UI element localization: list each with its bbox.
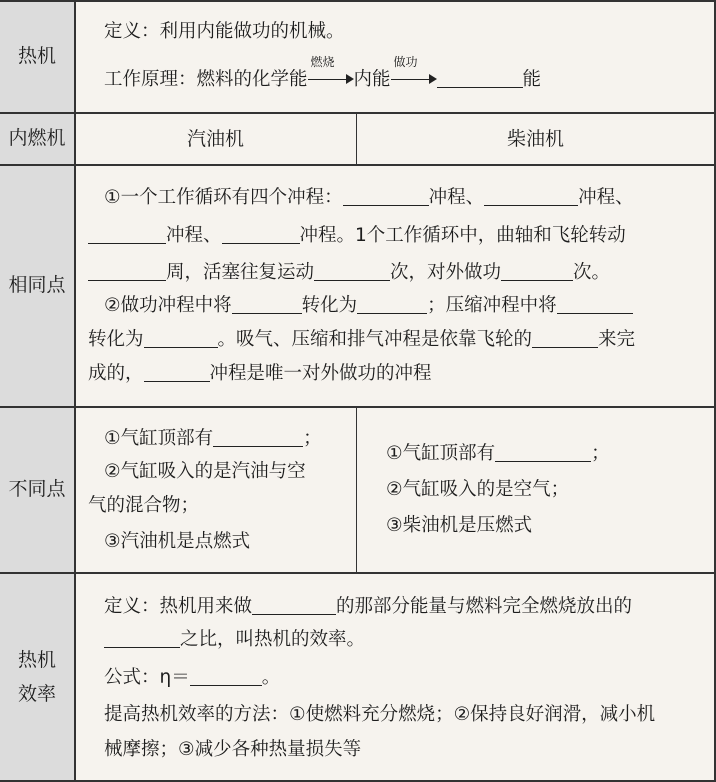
border [0, 572, 716, 574]
text: 冲程、 [578, 187, 634, 208]
text: 次。 [573, 262, 611, 283]
arrow-icon [308, 55, 354, 87]
answer-blank[interactable] [495, 443, 591, 462]
text: 之比，叫热机的效率。 [180, 629, 366, 650]
text: 冲程是唯一对外做功的冲程 [209, 363, 432, 384]
answer-blank[interactable] [532, 329, 598, 348]
similar-line-1 [104, 184, 634, 212]
similar-line-3 [88, 259, 610, 287]
efficiency-line-1 [104, 593, 632, 621]
text: ； [591, 443, 610, 464]
text: 冲程、 [166, 225, 222, 246]
border [74, 0, 76, 782]
text: 冲程、 [428, 187, 485, 208]
heat-engine-principle [104, 55, 542, 94]
text: 定义：热机用来做 [104, 596, 253, 617]
text: ①一个工作循环有四个冲程： [104, 187, 343, 208]
efficiency-line-4 [104, 701, 655, 729]
answer-blank[interactable] [501, 262, 573, 281]
answer-blank[interactable] [222, 225, 300, 244]
text: ③柴油机是压燃式 [386, 515, 533, 536]
border [0, 0, 716, 2]
row-label-heat-engine [0, 0, 74, 112]
text: 冲程。1个工作循环中，曲轴和飞轮转动 [299, 225, 626, 246]
answer-blank[interactable] [104, 629, 180, 648]
text: 气的混合物； [88, 495, 200, 516]
answer-blank[interactable] [232, 295, 302, 314]
text: 次，对外做功 [390, 262, 502, 283]
efficiency-formula [104, 664, 280, 692]
similar-line-6 [88, 360, 432, 388]
answer-blank[interactable] [252, 596, 336, 615]
text: 能 [522, 69, 542, 90]
border [0, 112, 716, 114]
text: ③汽油机是点燃式 [104, 531, 251, 552]
answer-blank[interactable] [213, 428, 303, 447]
answer-blank[interactable] [88, 262, 166, 281]
text: ②气缸吸入的是空气； [386, 479, 570, 500]
text: ； [303, 428, 322, 449]
text: 成的， [88, 363, 144, 384]
answer-blank[interactable] [144, 363, 210, 382]
label-text: 内燃机 [8, 127, 66, 149]
similar-line-5 [88, 326, 635, 354]
row-label-efficiency [0, 572, 74, 782]
border [0, 406, 716, 408]
text: 转化为 [88, 329, 144, 350]
border [0, 164, 716, 166]
label-text: 效率 [17, 683, 56, 705]
row-label-internal-combustion [0, 112, 74, 164]
text: 汽油机 [186, 128, 244, 150]
text: 定义：利用内能做功的机械。 [104, 21, 345, 42]
heat-engine-definition [104, 18, 345, 46]
label-text: 不同点 [8, 478, 66, 500]
text: 提高热机效率的方法：①使燃料充分燃烧；②保持良好润滑，减小机 [104, 704, 656, 725]
text: ①气缸顶部有 [386, 443, 496, 464]
text: ②做功冲程中将 [104, 295, 232, 316]
arrow-label: 燃烧 [310, 55, 335, 69]
diesel-diff-3 [386, 512, 532, 540]
text: ；压缩冲程中将 [427, 295, 557, 316]
answer-blank[interactable] [314, 262, 390, 281]
answer-blank[interactable] [343, 187, 429, 206]
text: 的那部分能量与燃料完全燃烧放出的 [336, 596, 633, 617]
similar-line-4 [104, 292, 633, 320]
text: 械摩擦；③减少各种热量损失等 [104, 739, 362, 760]
column-diesel-engine [357, 124, 714, 151]
gasoline-diff-3 [88, 492, 199, 520]
text: 内能 [353, 69, 391, 90]
arrow-icon [391, 55, 437, 87]
row-label-similarities [0, 164, 74, 406]
border [356, 406, 357, 572]
diesel-diff-2 [386, 476, 569, 504]
gasoline-diff-1 [104, 425, 322, 453]
label-text: 热机 [17, 649, 56, 671]
border [714, 0, 716, 782]
answer-blank[interactable] [190, 667, 262, 686]
similar-line-2 [88, 222, 626, 250]
efficiency-line-5 [104, 736, 361, 764]
answer-blank[interactable] [357, 295, 427, 314]
efficiency-line-2 [104, 626, 365, 654]
answer-blank[interactable] [557, 295, 633, 314]
row-label-differences [0, 406, 74, 572]
answer-blank[interactable] [484, 187, 578, 206]
gasoline-diff-2 [104, 458, 306, 486]
text: 工作原理：燃料的化学能 [104, 69, 308, 90]
text: ②气缸吸入的是汽油与空 [104, 461, 306, 482]
text: 。吸气、压缩和排气冲程是依靠飞轮的 [217, 329, 533, 350]
text: 周，活塞往复运动 [166, 262, 315, 283]
text: 来完 [598, 329, 636, 350]
answer-blank[interactable] [437, 69, 523, 88]
gasoline-diff-4 [104, 528, 250, 556]
diesel-diff-1 [386, 440, 610, 468]
text: 转化为 [301, 295, 358, 316]
label-text: 相同点 [8, 274, 66, 296]
border [0, 780, 716, 782]
arrow-label: 做功 [393, 55, 418, 69]
text: 。 [261, 667, 281, 688]
label-text: 热机 [17, 45, 56, 67]
text: 公式：η＝ [104, 667, 190, 688]
column-gasoline-engine [75, 124, 356, 151]
answer-blank[interactable] [144, 329, 218, 348]
text: ①气缸顶部有 [104, 428, 214, 449]
text: 柴油机 [506, 128, 564, 150]
answer-blank[interactable] [88, 225, 166, 244]
